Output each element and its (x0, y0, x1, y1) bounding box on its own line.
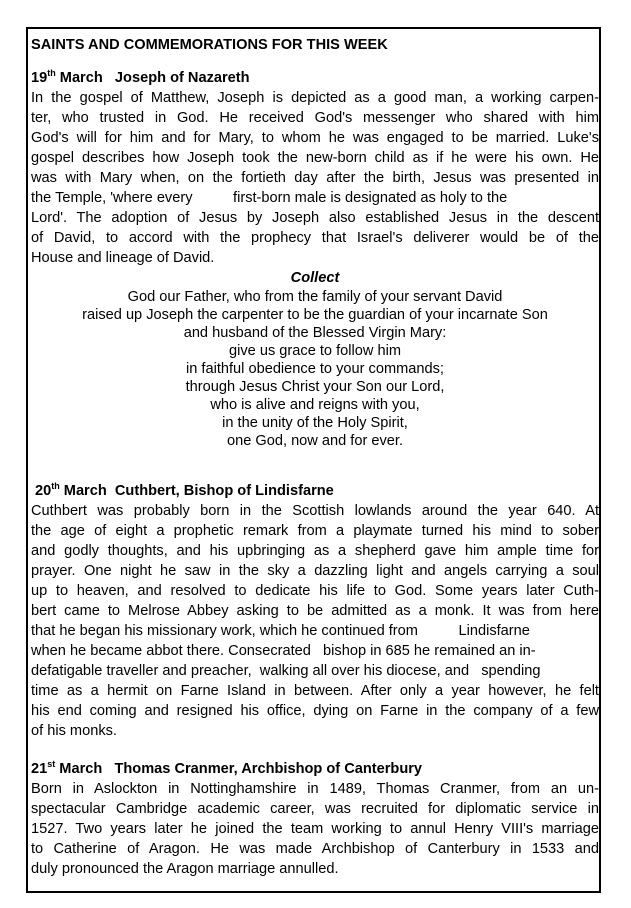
body-line: God's will for him and for Mary, to whom he was engaged to be married. Luke's (31, 130, 599, 146)
heading-text: March Cuthbert, Bishop of Lindisfarne (59, 483, 334, 499)
body-line: ter, who trusted in God. He received God's messenger who shared with him (31, 110, 599, 126)
collect-line: through Jesus Christ your Son our Lord, (185, 379, 445, 395)
body-line: up to heaven, and resolved to dedicate his life to God. Some years later Cuth- (31, 583, 599, 599)
collect-line: give us grace to follow him (229, 343, 401, 359)
heading-text: March Joseph of Nazareth (55, 70, 250, 86)
heading-day: 19 (31, 70, 48, 86)
collect-line: in faithful obedience to your commands; (186, 361, 444, 377)
page-title: SAINTS AND COMMEMORATIONS FOR THIS WEEK (31, 37, 388, 53)
body-line: Born in Aslockton in Nottinghamshire in 1489, Thomas Cranmer, from an un- (31, 781, 599, 797)
collect-line: one God, now and for ever. (226, 433, 404, 449)
heading-day: 21 (31, 761, 48, 777)
body-line: the age of eight a prophetic remark from a playmate turned his mind to sober (31, 523, 599, 539)
heading-day-suffix: th (51, 481, 60, 491)
heading-day: 20 (35, 483, 52, 499)
section-body (31, 501, 599, 741)
body-line: Cuthbert was probably born in the Scottish lowlands around the year 640. At (31, 503, 599, 519)
section-body (31, 779, 599, 879)
body-line: time as a hermit on Farne Island in between. After only a year however, he felt (31, 683, 599, 699)
heading-day-suffix: th (47, 68, 56, 78)
body-line: defatigable traveller and preacher, walking all over his diocese, and spending (31, 663, 541, 679)
body-line: the Temple, 'where every first-born male is designated as holy to the (31, 190, 508, 206)
body-line: was with Mary when, on the fortieth day after the birth, Jesus was presented in (31, 170, 599, 186)
section-cranmer (31, 760, 599, 879)
body-line: 1527. Two years later he joined the team working to annul Henry VIII's marriage (31, 821, 599, 837)
collect-title: Collect (290, 270, 340, 286)
section-heading (31, 69, 599, 88)
body-line: duly pronounced the Aragon marriage annulled. (31, 861, 339, 877)
section-heading (31, 482, 599, 501)
body-line: of his monks. (31, 723, 117, 739)
body-line: to Catherine of Aragon. He was made Archbishop of Canterbury in 1533 and (31, 841, 599, 857)
body-line: spectacular Cambridge academic career, was recruited for diplomatic service in (31, 801, 599, 817)
section-joseph (31, 69, 599, 450)
body-line: Lord'. The adoption of Jesus by Joseph also established Jesus in the descent (31, 210, 599, 226)
body-line: gospel describes how Joseph took the new-born child as if he were his own. He (31, 150, 599, 166)
collect-prayer (31, 288, 599, 450)
collect-line: who is alive and reigns with you, (210, 397, 420, 413)
collect-line: and husband of the Blessed Virgin Mary: (183, 325, 447, 341)
section-cuthbert (31, 482, 599, 741)
section-body (31, 88, 599, 268)
document-body (31, 32, 599, 879)
heading-day-suffix: st (47, 759, 56, 769)
body-line: that he began his missionary work, which he continued from Lindisfarne (31, 623, 530, 639)
body-line: of David, to accord with the prophecy that Israel's deliverer would be of the (31, 230, 599, 246)
body-line: when he became abbot there. Consecrated bishop in 685 he remained an in- (31, 643, 536, 659)
collect-line: God our Father, who from the family of your servant David (127, 289, 503, 305)
section-heading (31, 760, 599, 779)
body-line: his end coming and resigned his office, dying on Farne in the company of a few (31, 703, 599, 719)
body-line: and godly thoughts, and his upbringing as a shepherd gave him ample time for (31, 543, 599, 559)
collect-line: raised up Joseph the carpenter to be the guardian of your incarnate Son (82, 307, 548, 323)
body-line: House and lineage of David. (31, 250, 215, 266)
body-line: bert came to Melrose Abbey asking to be admitted as a monk. It was from here (31, 603, 599, 619)
body-line: In the gospel of Matthew, Joseph is depicted as a good man, a working carpen- (31, 90, 599, 106)
body-line: prayer. One night he saw in the sky a dazzling light and angels carrying a soul (31, 563, 599, 579)
collect-line: in the unity of the Holy Spirit, (222, 415, 408, 431)
heading-text: March Thomas Cranmer, Archbishop of Canterbury (55, 761, 423, 777)
